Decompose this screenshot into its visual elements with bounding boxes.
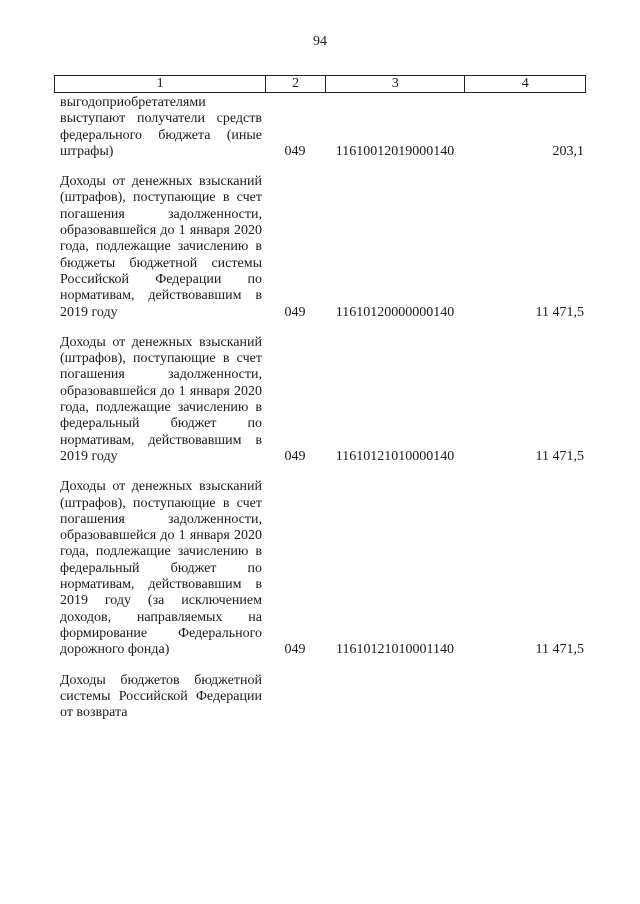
row-description: Доходы от денежных взысканий (штрафов), поступающие в счет погашения задолженности, образовавшейся до 1 января 2020 года, подлежащие зачислению в федеральный бюджет по нормативам, действовавшим в 2019 году (за исключением доходов, направляемых на формирование Федерального дорожного фонда) — [60, 479, 262, 658]
column-header-2: 2 — [265, 76, 325, 92]
row-admin-code: 049 — [284, 448, 306, 464]
row-amount: 203,1 — [552, 143, 584, 159]
column-header-4: 4 — [464, 76, 585, 92]
table-row — [54, 174, 586, 321]
row-admin-code: 049 — [284, 642, 306, 658]
row-kbk-code: 11610012019000140 — [335, 143, 455, 159]
row-kbk-code: 11610121010001140 — [336, 642, 454, 658]
table-row — [54, 335, 586, 465]
row-kbk-code: 11610120000000140 — [335, 304, 455, 320]
table-row — [54, 479, 586, 658]
row-description: Доходы от денежных взысканий (штрафов), поступающие в счет погашения задолженности, образовавшейся до 1 января 2020 года, подлежащие зачислению в федеральный бюджет по нормативам, действовавшим в 2019 году — [60, 334, 262, 464]
row-amount: 11 471,5 — [535, 304, 584, 320]
page-number: 94 — [313, 34, 327, 49]
row-amount: 11 471,5 — [535, 448, 584, 464]
column-header-1: 1 — [156, 76, 164, 91]
table-row — [54, 95, 586, 160]
row-amount: 11 471,5 — [535, 642, 584, 658]
row-description: Доходы от денежных взысканий (штрафов), поступающие в счет погашения задолженности, образовавшейся до 1 января 2020 года, подлежащие зачислению в бюджеты бюджетной системы Российской Федерации по нормативам, действовавшим в 2019 году — [60, 174, 262, 320]
row-description: Доходы бюджетов бюджетной системы Российской Федерации от возврата — [60, 672, 262, 721]
row-admin-code: 049 — [284, 143, 306, 159]
table-row — [54, 673, 586, 722]
row-admin-code: 049 — [284, 304, 306, 320]
column-header-3: 3 — [325, 76, 464, 92]
row-description: выгодоприобретателями выступают получатели средств федерального бюджета (иные штрафы) — [60, 95, 262, 159]
row-kbk-code: 11610121010000140 — [335, 448, 455, 464]
table-header-row — [54, 75, 586, 93]
table-body — [54, 95, 586, 721]
revenue-table — [54, 75, 586, 721]
